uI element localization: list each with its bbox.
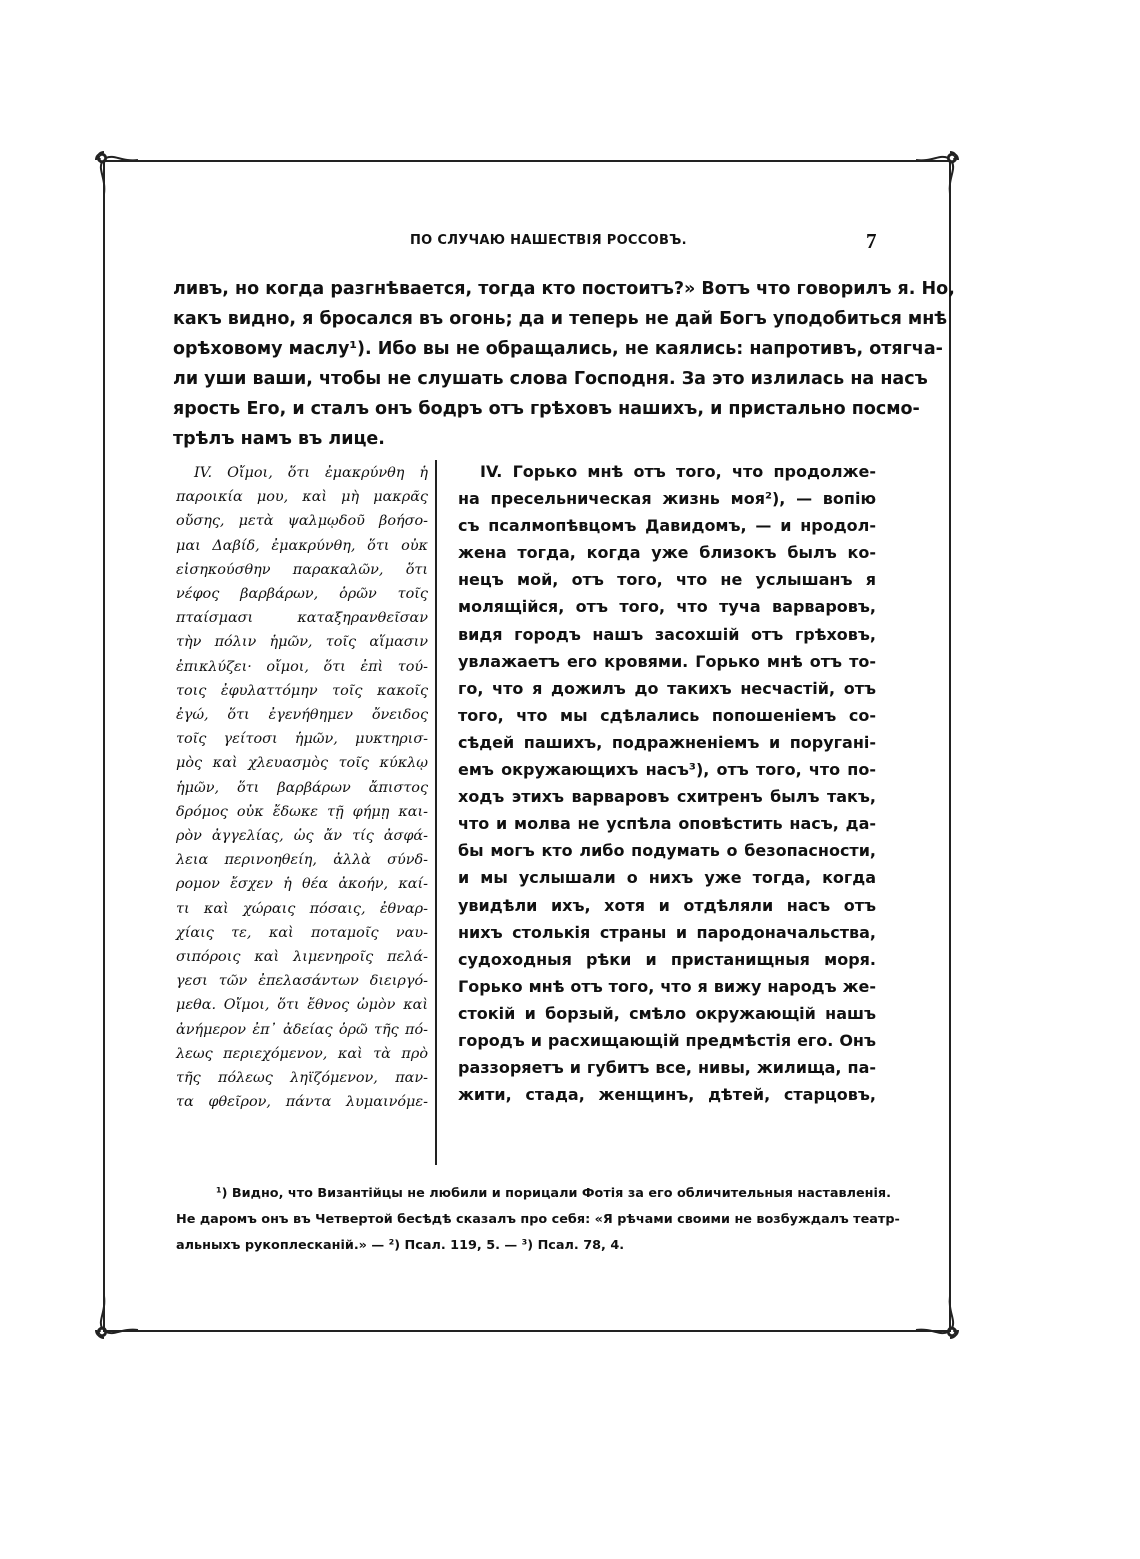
greek-line: ἀνήμερον ἐπ᾽ ἀδείας ὁρῶ τῆς πό- xyxy=(176,1021,428,1038)
russian-line: судоходныя рѣки и пристанищныя моря. xyxy=(458,949,876,969)
greek-line: ἐγώ, ὅτι ἐγενήθημεν ὄνειδος xyxy=(176,707,428,724)
running-title: ПО СЛУЧАЮ НАШЕСТВІЯ РОССОВЪ. xyxy=(410,233,687,248)
russian-line: жена тогда, когда уже близокъ былъ ко- xyxy=(458,543,876,563)
greek-line: οὔσης, μετὰ ψαλμῳδοῦ βοήσο- xyxy=(176,513,428,530)
russian-line: молящійся, отъ того, что туча варваровъ, xyxy=(458,597,876,617)
footnote-line: Не даромъ онъ въ Четвертой бесѣдѣ сказалъ про себя: «Я рѣчами своими не возбуждалъ театр- xyxy=(176,1212,900,1227)
footnote-line: альныхъ рукоплесканій.» — ²) Псал. 119, 5. — ³) Псал. 78, 4. xyxy=(176,1238,625,1253)
russian-line: бы могъ кто либо подумать о безопасности, xyxy=(458,841,876,861)
greek-line: ρομον ἔσχεν ἡ θέα ἀκοήν, καί- xyxy=(176,876,428,893)
russian-line: ходъ этихъ варваровъ схитренъ былъ такъ, xyxy=(458,787,876,807)
greek-line: τῆς πόλεως ληϊζόμενον, παν- xyxy=(176,1070,428,1087)
greek-line: ἡμῶν, ὅτι βαρβάρων ἄπιστος xyxy=(176,779,428,796)
greek-line: λεια περινοηθείη, ἀλλὰ σύνδ- xyxy=(176,852,428,869)
intro-line: орѣховому маслу¹). Ибо вы не обращались, не каялись: напротивъ, отягча- xyxy=(173,339,943,359)
russian-line: увлажаетъ его кровями. Горько мнѣ отъ то- xyxy=(458,651,876,671)
greek-line: δρόμος οὐκ ἔδωκε τῇ φήμῃ και- xyxy=(176,803,428,820)
greek-line: ρὸν ἀγγελίας, ὡς ἄν τίς ἀσφά- xyxy=(176,828,428,845)
intro-line: ярость Его, и сталъ онъ бодръ отъ грѣховъ нашихъ, и пристально посмо- xyxy=(173,399,920,419)
greek-line: μεθα. Οἴμοι, ὅτι ἔθνος ὠμὸν καὶ xyxy=(176,997,428,1014)
russian-line: нецъ мой, отъ того, что не услышанъ я xyxy=(458,570,876,590)
russian-line: видя городъ нашъ засохшій отъ грѣховъ, xyxy=(458,624,876,644)
greek-line: μὸς καὶ χλευασμὸς τοῖς κύκλῳ xyxy=(176,755,428,772)
greek-line: τα φθεῖρον, πάντα λυμαινόμε- xyxy=(176,1094,428,1111)
greek-line: τὴν πόλιν ἡμῶν, τοῖς αἵμασιν xyxy=(176,634,428,651)
greek-line: λεως περιεχόμενον, καὶ τὰ πρὸ xyxy=(176,1045,428,1062)
greek-line: ἐπικλύζει· οἴμοι, ὅτι ἐπὶ τού- xyxy=(176,658,428,675)
column-divider xyxy=(435,460,437,1165)
russian-line: IV. Горько мнѣ отъ того, что продолже- xyxy=(480,462,876,481)
russian-line: городъ и расхищающій предмѣстія его. Онъ xyxy=(458,1030,876,1050)
greek-line: τι καὶ χώραις πόσαις, ἐθναρ- xyxy=(176,900,428,917)
greek-line: γεσι τῶν ἐπελασάντων διειργό- xyxy=(176,973,428,990)
greek-column xyxy=(176,461,428,1114)
russian-line: съ псалмопѣвцомъ Давидомъ, — и нродол- xyxy=(458,516,876,536)
intro-line: ли уши ваши, чтобы не слушать слова Господня. За это излилась на насъ xyxy=(173,369,928,389)
corner-ornament-top-right xyxy=(910,148,962,200)
russian-line: сѣдей пашихъ, подражненіемъ и поругані- xyxy=(458,732,876,752)
intro-line: ливъ, но когда разгнѣвается, тогда кто постоитъ?» Вотъ что говорилъ я. Но, xyxy=(173,279,955,299)
russian-line: стокій и борзый, смѣло окружающій нашъ xyxy=(458,1003,876,1023)
russian-line: емъ окружающихъ насъ³), отъ того, что по- xyxy=(458,760,876,780)
greek-line: τοις ἐφυλαττόμην τοῖς κακοῖς xyxy=(176,682,428,699)
greek-line: μαι Δαβίδ, ἐμακρύνθη, ὅτι οὐκ xyxy=(176,537,428,554)
russian-column xyxy=(458,458,876,1108)
russian-line: нихъ столькія страны и пародоначальства, xyxy=(458,922,876,942)
greek-line: σιπόροις καὶ λιμενηροῖς πελά- xyxy=(176,949,428,966)
russian-line: и мы услышали о нихъ уже тогда, когда xyxy=(458,868,876,888)
russian-line: на пресельническая жизнь моя²), — вопію xyxy=(458,489,876,509)
corner-ornament-bottom-right xyxy=(910,1290,962,1342)
footnotes xyxy=(176,1181,900,1259)
russian-line: го, что я дожилъ до такихъ несчастій, отъ xyxy=(458,678,876,698)
greek-line: χίαις τε, καὶ ποταμοῖς ναυ- xyxy=(176,924,428,941)
page-number: 7 xyxy=(866,229,877,253)
footnote-line: ¹) Видно, что Византійцы не любили и порицали Фотія за его обличительныя наставленія. xyxy=(216,1186,891,1201)
corner-ornament-top-left xyxy=(92,148,144,200)
russian-line: раззоряетъ и губитъ все, нивы, жилища, па- xyxy=(458,1058,876,1078)
greek-line: πταίσμασι καταξηρανθεῖσαν xyxy=(176,610,428,627)
intro-line: трѣлъ намъ въ лице. xyxy=(173,429,385,449)
greek-line: παροικία μου, καὶ μὴ μακρᾶς xyxy=(176,489,428,506)
intro-line: какъ видно, я бросался въ огонь; да и теперь не дай Богъ уподобиться мнѣ xyxy=(173,309,948,329)
russian-line: увидѣли ихъ, хотя и отдѣляли насъ отъ xyxy=(458,895,876,915)
russian-line: Горько мнѣ отъ того, что я вижу народъ же- xyxy=(458,976,876,996)
russian-line: того, что мы сдѣлались попошеніемъ со- xyxy=(458,705,876,725)
greek-line: τοῖς γείτοσι ἡμῶν, μυκτηρισ- xyxy=(176,731,428,748)
russian-line: жити, стада, женщинъ, дѣтей, старцовъ, xyxy=(458,1085,876,1105)
greek-line: νέφος βαρβάρων, ὁρῶν τοῖς xyxy=(176,586,428,603)
intro-paragraph xyxy=(173,274,955,454)
greek-line: εἰσηκούσθην παρακαλῶν, ὅτι xyxy=(176,561,428,578)
russian-line: что и молва не успѣла оповѣстить насъ, да- xyxy=(458,814,876,834)
corner-ornament-bottom-left xyxy=(92,1290,144,1342)
greek-line: IV. Οἴμοι, ὅτι ἐμακρύνθη ἡ xyxy=(194,465,428,481)
